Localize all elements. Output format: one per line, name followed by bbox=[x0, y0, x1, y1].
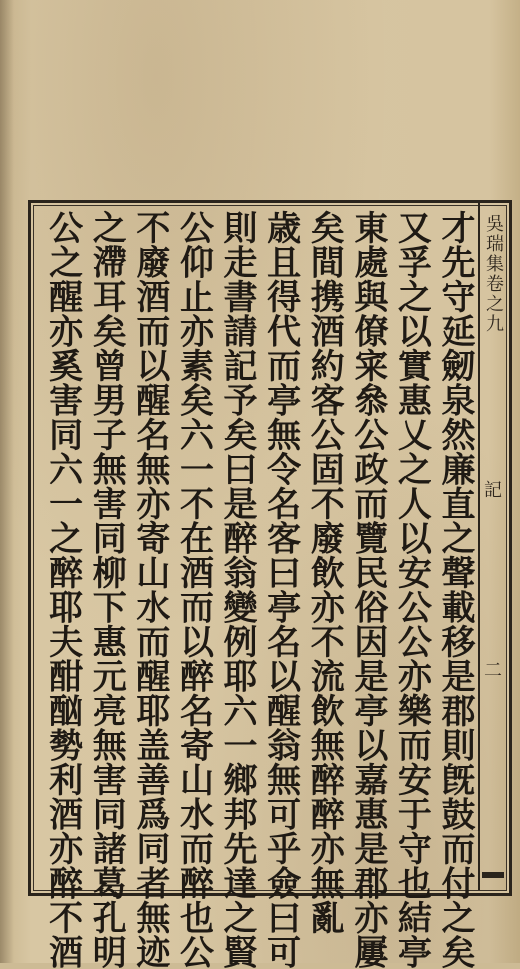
text-column-4: 矣間携酒約客公固不廢飲亦不流飲無醉醉亦無亂 bbox=[304, 210, 345, 935]
text-column-2: 又孚之以實惠乂之人以安公公亦樂而安于守也結亭 bbox=[391, 210, 432, 969]
text-column-7: 公仰止亦素矣六一不在酒而以醉名寄山水而醉也公 bbox=[173, 210, 214, 969]
binding-shadow bbox=[0, 0, 14, 963]
text-column-1: 才先守延劒泉然廉直之聲載移是郡則旣鼓而付之矣 bbox=[435, 210, 475, 969]
page-number: 二 bbox=[481, 660, 502, 678]
vertical-text-body bbox=[40, 210, 476, 969]
text-column-8: 不廢酒而以醒名無亦寄山水而醒耶盖善爲同者無迹 bbox=[129, 210, 170, 969]
book-title-vertical: 吳瑞集卷之九 bbox=[483, 214, 504, 334]
section-mark: 記 bbox=[481, 480, 502, 498]
text-column-3: 東處與僚宷叅公政而覽民俗因是亭以嘉惠是郡亦屢 bbox=[347, 210, 388, 969]
text-column-10: 公之醒亦奚害同六一之醉耶夫酣酗勢利酒亦醉不酒 bbox=[42, 210, 83, 969]
text-column-5: 歳且得代而亭無令名客曰亭名以醒翁無可乎僉曰可 bbox=[260, 210, 301, 969]
text-column-6: 則走書請記予矣曰是醉翁變例耶六一鄉邦先達之賢 bbox=[217, 210, 258, 969]
text-column-9: 之滯耳矣曾男子無害同柳下惠元亮無害同諸葛孔明 bbox=[86, 210, 127, 969]
fishtail-mark bbox=[482, 872, 504, 878]
